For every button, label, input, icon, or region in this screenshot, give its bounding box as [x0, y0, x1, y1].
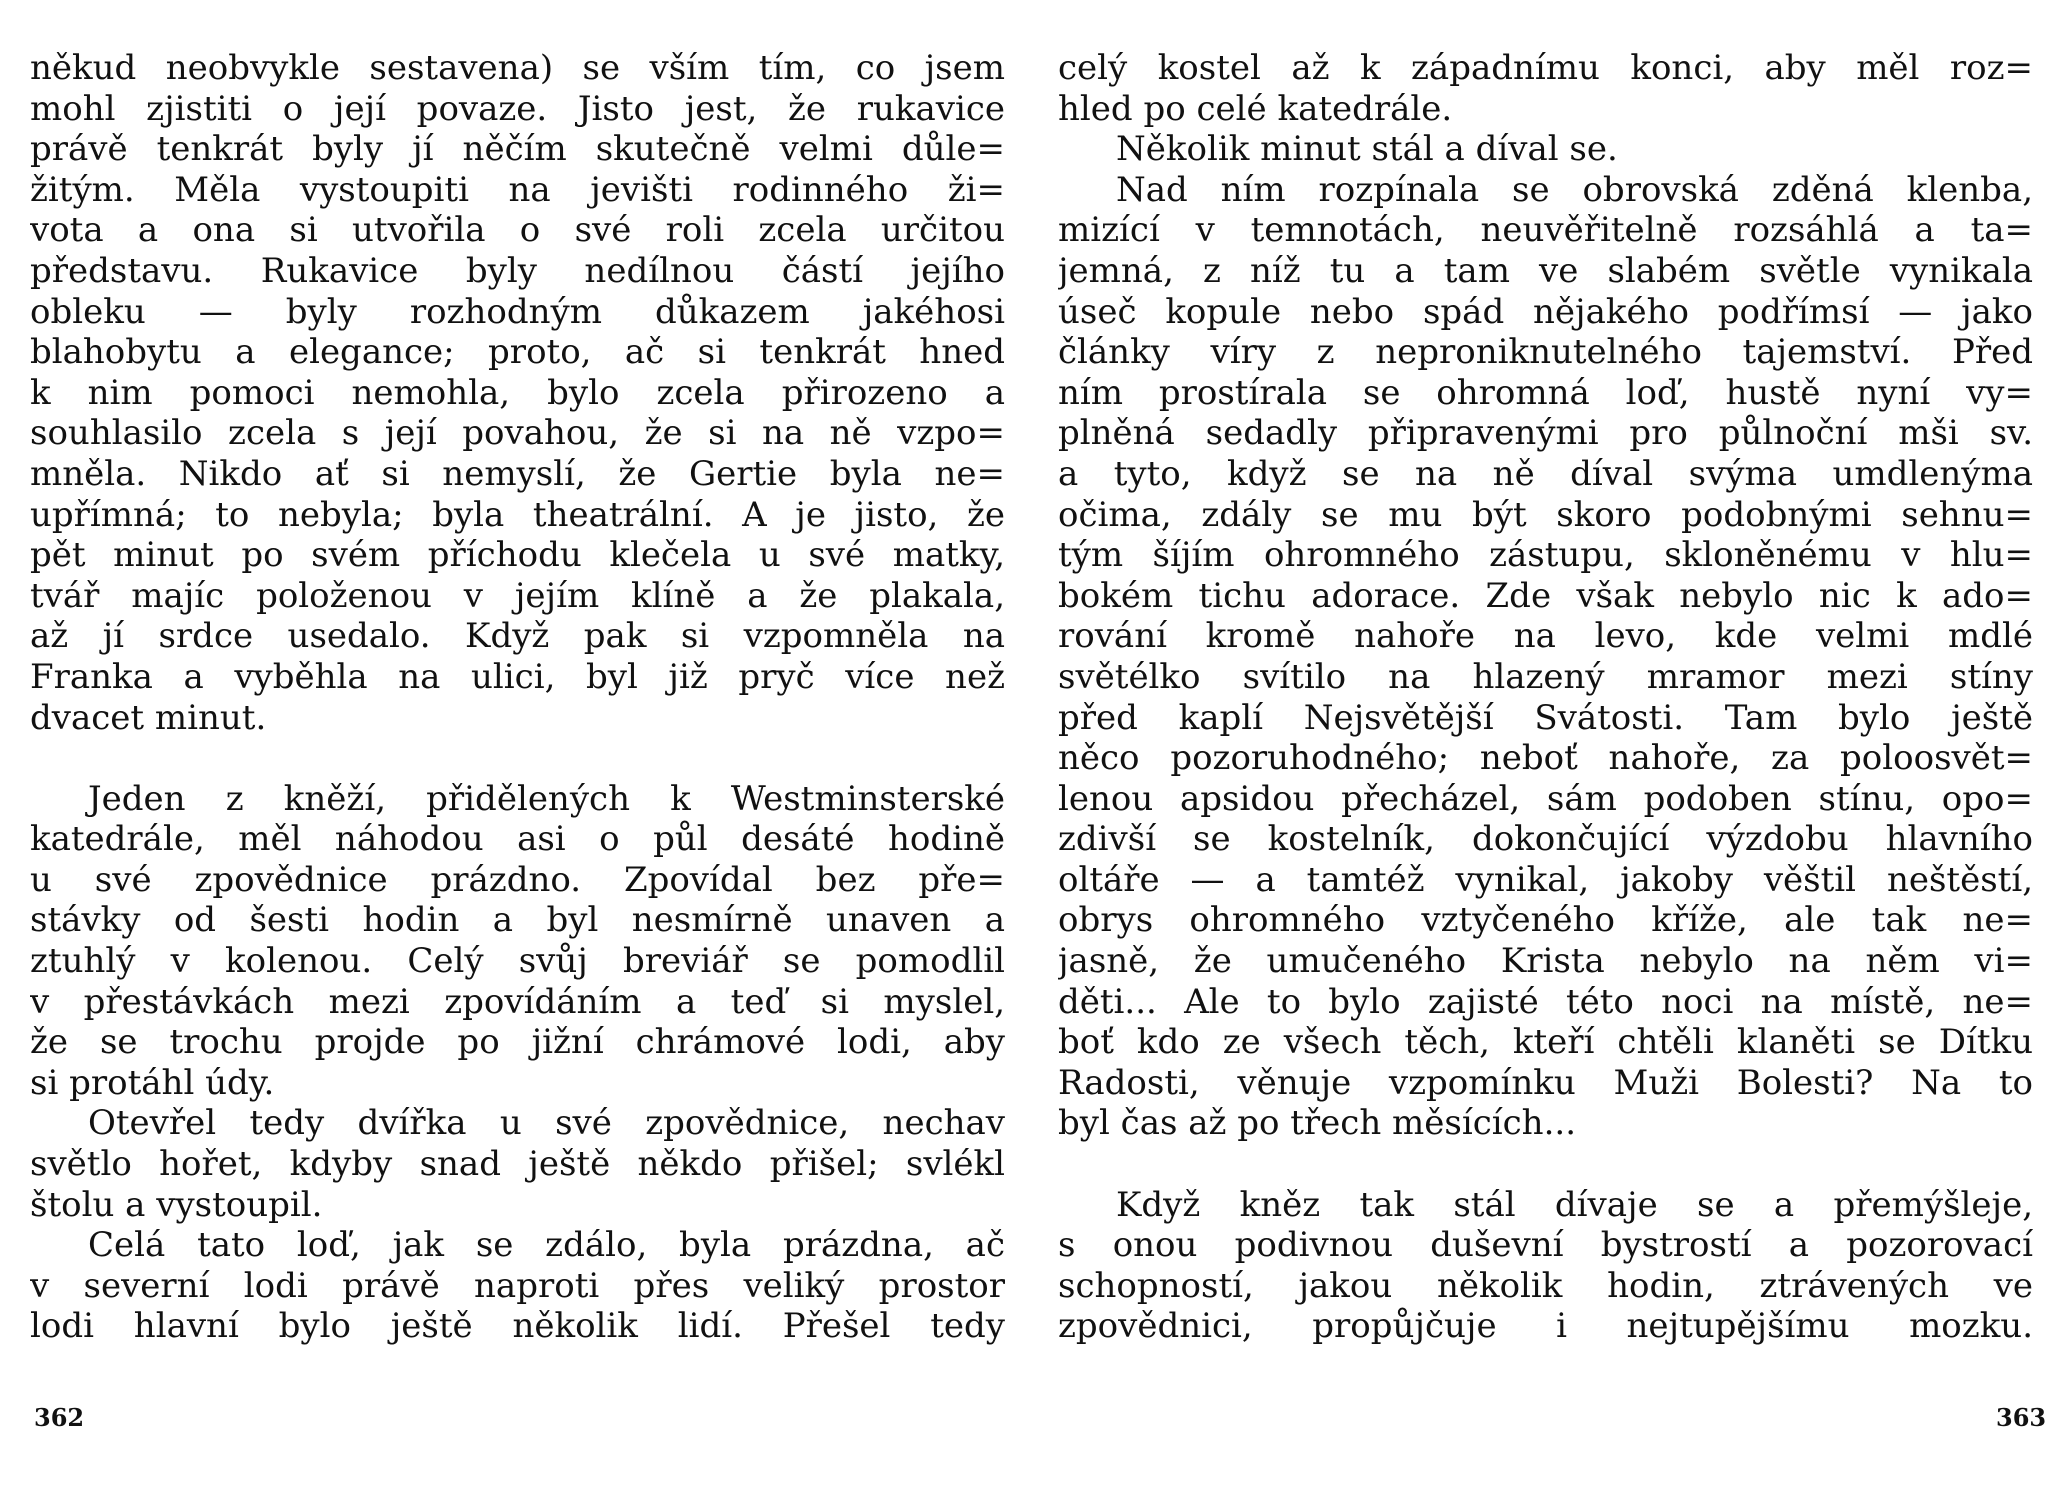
text-line: mizící v temnotách, neuvěřitelně rozsáhlá a ta=: [1058, 210, 2033, 251]
text-line: právě tenkrát byly jí něčím skutečně velmi důle=: [30, 129, 1005, 170]
text-line: ztuhlý v kolenou. Celý svůj breviář se pomodlil: [30, 941, 1005, 982]
text-line: Nad ním rozpínala se obrovská zděná klenba,: [1116, 169, 2033, 210]
text-line: jasně, že umučeného Krista nebylo na něm vi=: [1058, 941, 2033, 982]
text-line: štolu a vystoupil.: [30, 1184, 323, 1225]
paragraph-gap: [30, 738, 1005, 779]
text-line: lodi hlavní bylo ještě několik lidí. Přešel tedy: [30, 1306, 1005, 1347]
right-page: [1058, 48, 2047, 1468]
text-line: si protáhl údy.: [30, 1062, 275, 1103]
text-line: zdivší se kostelník, dokončující výzdobu hlavního: [1058, 819, 2033, 860]
text-line: před kaplí Nejsvětější Svátosti. Tam bylo ještě: [1058, 697, 2033, 738]
text-line: někud neobvykle sestavena) se vším tím, co jsem: [30, 48, 1005, 88]
text-line: u své zpovědnice prázdno. Zpovídal bez pře=: [30, 859, 1005, 900]
text-line: byl čas až po třech měsících...: [1058, 1103, 1577, 1144]
text-line: Otevřel tedy dvířka u své zpovědnice, nechav: [88, 1103, 1005, 1144]
text-line: žitým. Měla vystoupiti na jevišti rodinného ži=: [30, 169, 1005, 210]
text-line: v severní lodi právě naproti přes veliký prostor: [30, 1265, 1005, 1306]
text-line: mohl zjistiti o její povaze. Jisto jest, že rukavice: [30, 88, 1005, 129]
text-line: očima, zdály se mu být skoro podobnými sehnu=: [1058, 494, 2033, 535]
text-line: zpovědnici, propůjčuje i nejtupějšímu mozku.: [1058, 1306, 2033, 1347]
text-line: Několik minut stál a díval se.: [1116, 129, 1618, 170]
text-line: boť kdo ze všech těch, kteří chtěli klaněti se Dítku: [1058, 1022, 2033, 1063]
text-line: rování kromě nahoře na levo, kde velmi mdlé: [1058, 616, 2033, 657]
text-line: tým šíjím ohromného zástupu, skloněnému v hlu=: [1058, 535, 2033, 576]
text-line: pět minut po svém příchodu klečela u své matky,: [30, 535, 1005, 576]
text-line: že se trochu projde po jižní chrámové lodi, aby: [30, 1022, 1005, 1063]
left-page-text: [30, 48, 1005, 1347]
text-line: představu. Rukavice byly nedílnou částí jejího: [30, 250, 1005, 291]
text-line: úseč kopule nebo spád nějakého podřímsí — jako: [1058, 291, 2033, 332]
text-line: něco pozoruhodného; neboť nahoře, za poloosvět=: [1058, 738, 2033, 779]
paragraph-gap: [1058, 1144, 2033, 1185]
text-line: obleku — byly rozhodným důkazem jakéhosi: [30, 291, 1005, 332]
text-line: celý kostel až k západnímu konci, aby měl roz=: [1058, 48, 2033, 88]
right-page-text: [1058, 48, 2033, 1347]
text-line: Celá tato loď, jak se zdálo, byla prázdna, ač: [88, 1225, 1005, 1266]
text-line: až jí srdce usedalo. Když pak si vzpomněla na: [30, 616, 1005, 657]
text-line: oltáře — a tamtéž vynikal, jakoby věštil neštěstí,: [1058, 859, 2033, 900]
text-line: hled po celé katedrále.: [1058, 88, 1453, 129]
text-line: souhlasilo zcela s její povahou, že si na ně vzpo=: [30, 413, 1005, 454]
left-page: [30, 48, 1005, 1468]
text-line: v přestávkách mezi zpovídáním a teď si myslel,: [30, 981, 1005, 1022]
text-line: Radosti, věnuje vzpomínku Muži Bolesti? Na to: [1058, 1062, 2033, 1103]
text-line: schopností, jakou několik hodin, ztrávených ve: [1058, 1265, 2033, 1306]
text-line: světlo hořet, kdyby snad ještě někdo přišel; svlékl: [30, 1144, 1005, 1185]
text-line: Jeden z kněží, přidělených k Westminsterské: [88, 778, 1005, 819]
text-line: tvář majíc položenou v jejím klíně a že plakala,: [30, 575, 1005, 616]
text-line: obrys ohromného vztyčeného kříže, ale tak ne=: [1058, 900, 2033, 941]
text-line: světélko svítilo na hlazený mramor mezi stíny: [1058, 656, 2033, 697]
text-line: jemná, z níž tu a tam ve slabém světle vynikala: [1058, 250, 2033, 291]
text-line: blahobytu a elegance; proto, ač si tenkrát hned: [30, 332, 1005, 373]
text-line: bokém tichu adorace. Zde však nebylo nic k ado=: [1058, 575, 2033, 616]
text-line: články víry z neproniknutelného tajemství. Před: [1058, 332, 2033, 373]
text-line: dvacet minut.: [30, 697, 267, 738]
text-line: mněla. Nikdo ať si nemyslí, že Gertie byla ne=: [30, 453, 1005, 494]
text-line: stávky od šesti hodin a byl nesmírně unaven a: [30, 900, 1005, 941]
left-page-number: 362: [34, 1403, 85, 1432]
text-line: katedrále, měl náhodou asi o půl desáté hodině: [30, 819, 1005, 860]
text-line: upřímná; to nebyla; byla theatrální. A je jisto, že: [30, 494, 1005, 535]
text-line: a tyto, když se na ně díval svýma umdlenýma: [1058, 453, 2033, 494]
text-line: děti... Ale to bylo zajisté této noci na místě, ne=: [1058, 981, 2033, 1022]
text-line: s onou podivnou duševní bystrostí a pozorovací: [1058, 1225, 2033, 1266]
text-line: vota a ona si utvořila o své roli zcela určitou: [30, 210, 1005, 251]
text-line: Franka a vyběhla na ulici, byl již pryč více než: [30, 656, 1005, 697]
text-line: ním prostírala se ohromná loď, hustě nyní vy=: [1058, 372, 2033, 413]
text-line: k nim pomoci nemohla, bylo zcela přirozeno a: [30, 372, 1005, 413]
text-line: lenou apsidou přecházel, sám podoben stínu, opo=: [1058, 778, 2033, 819]
right-page-number: 363: [1996, 1403, 2047, 1432]
text-line: plněná sedadly připravenými pro půlnoční mši sv.: [1058, 413, 2033, 454]
text-line: Když kněz tak stál dívaje se a přemýšleje,: [1116, 1184, 2033, 1225]
